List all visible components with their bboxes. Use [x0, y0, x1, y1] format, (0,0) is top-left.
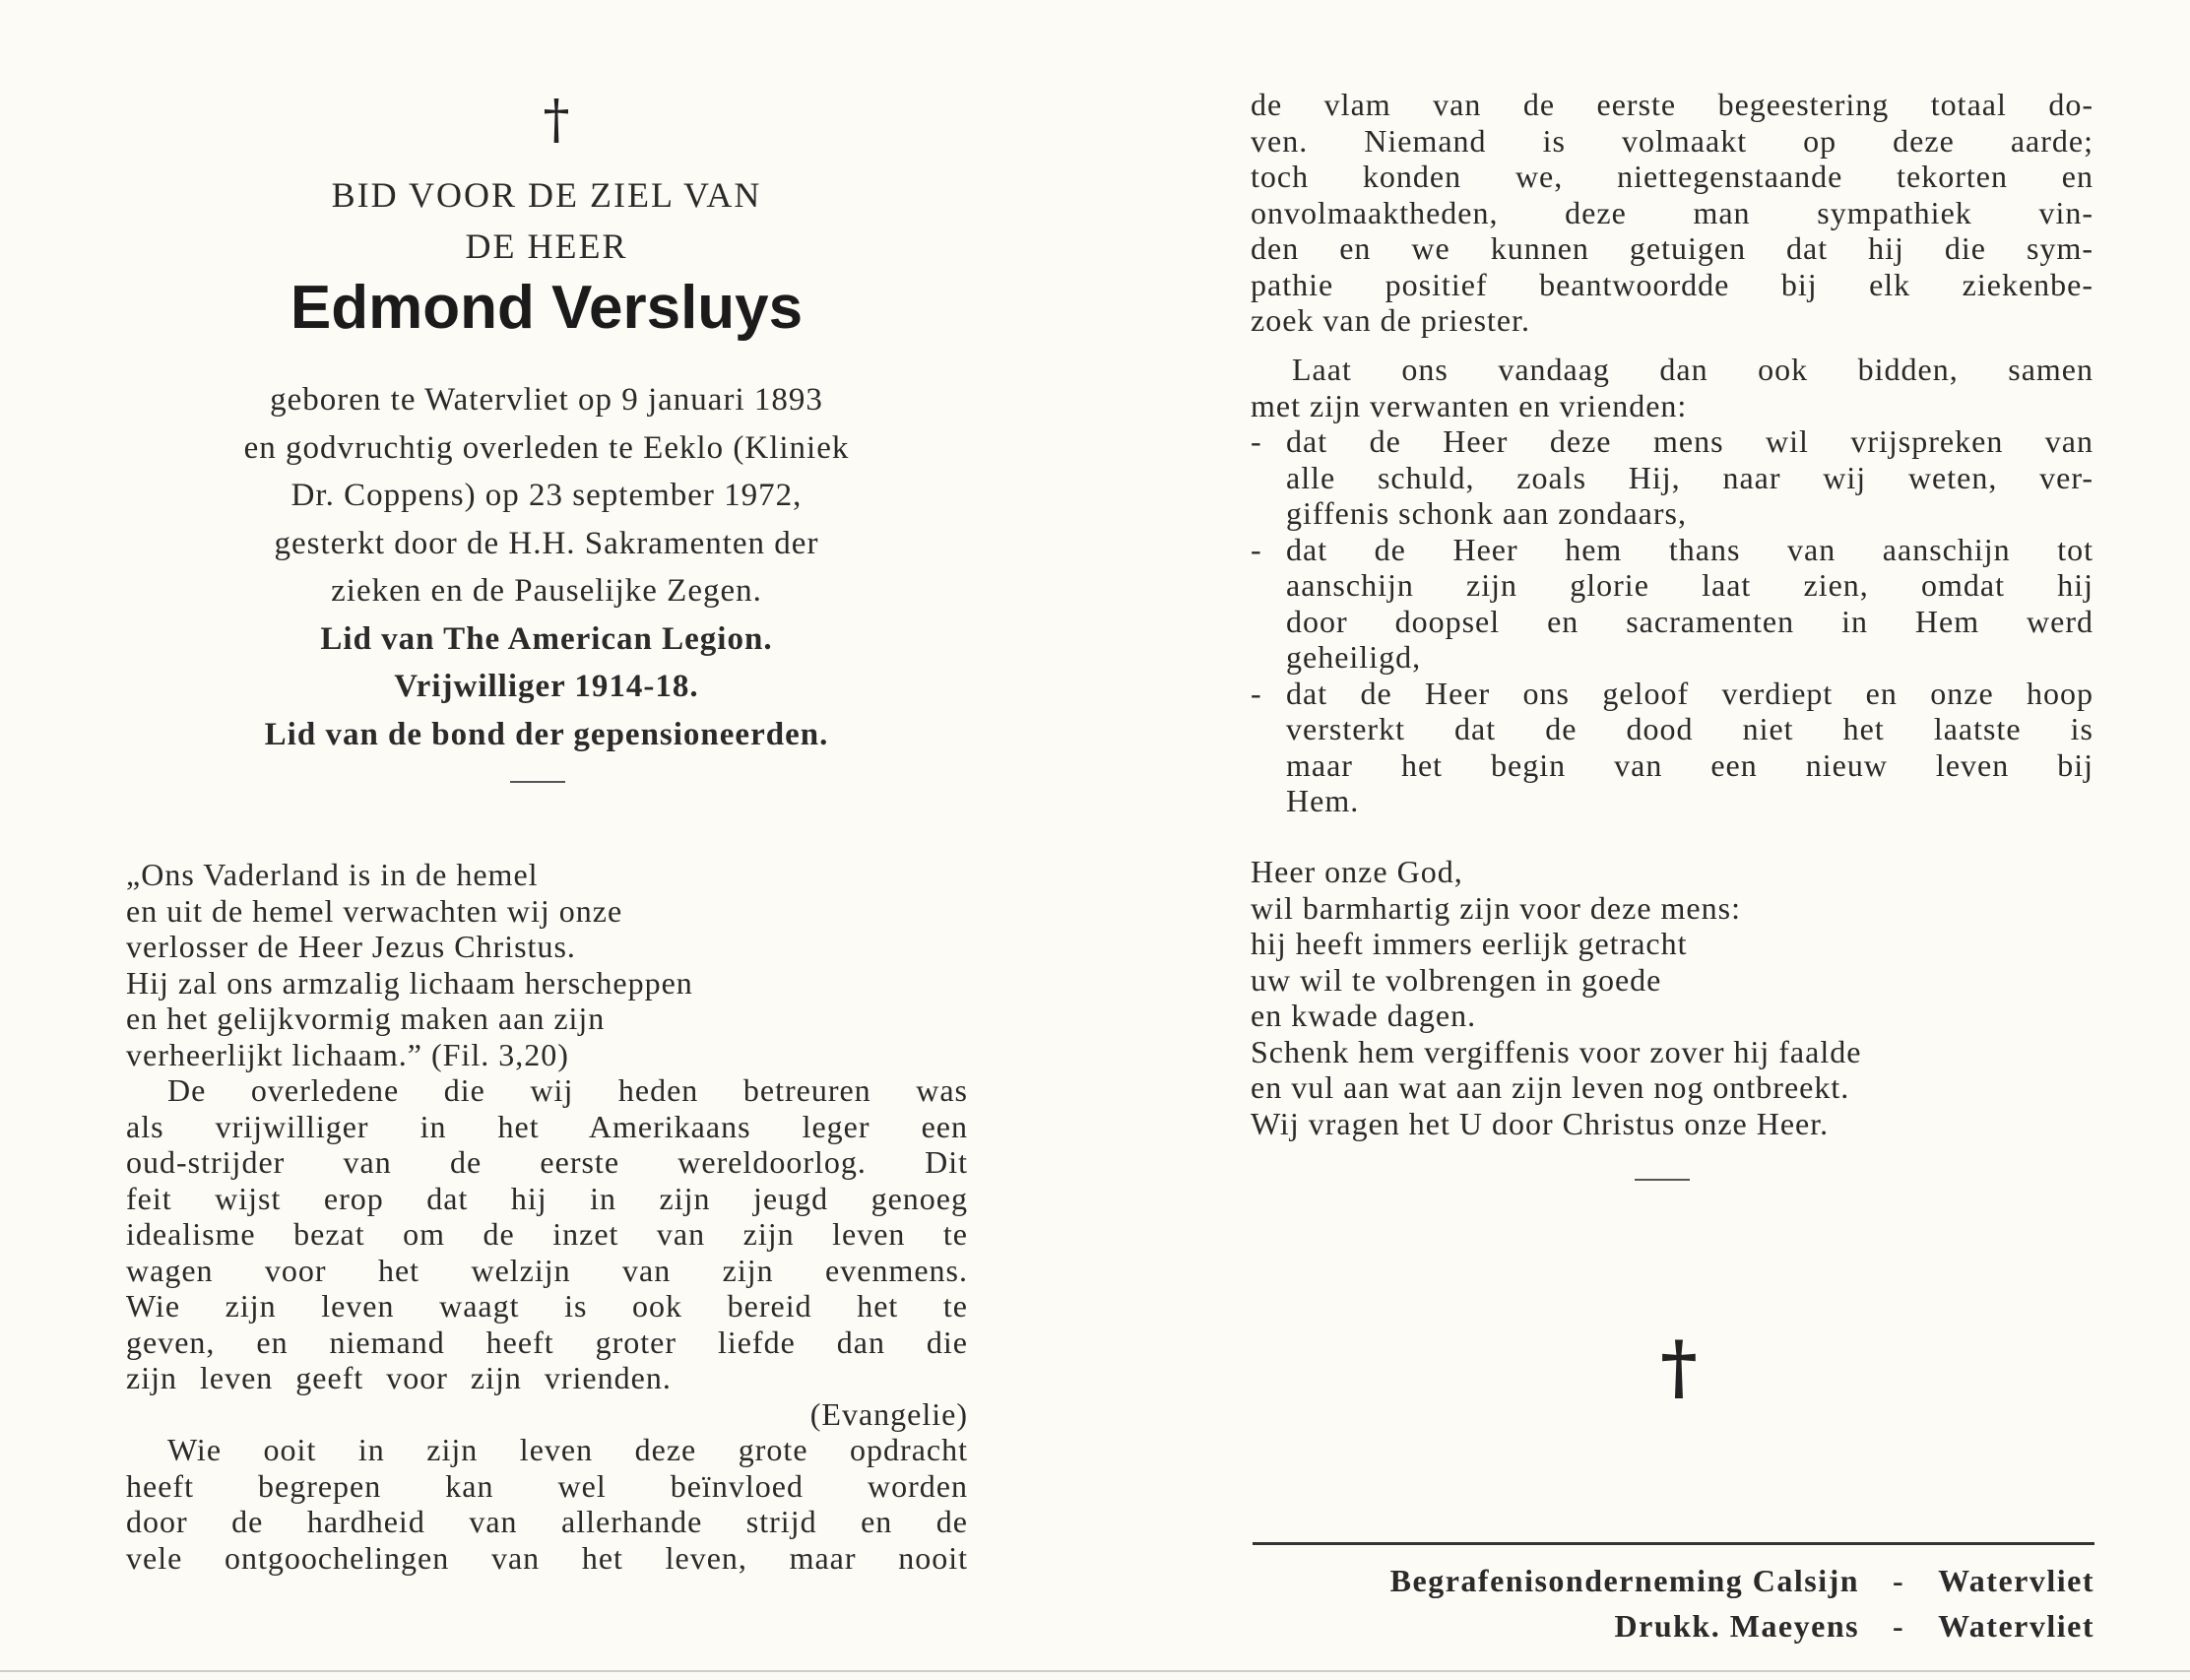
paragraph-line: de vlam van de eerste begeestering totaal do-	[1251, 87, 2093, 122]
paragraph-line: geven, en niemand heeft groter liefde dan die	[126, 1324, 968, 1360]
dash-bullet: -	[1251, 423, 1262, 459]
cross-icon: †	[543, 89, 570, 151]
intentions-list	[1251, 423, 2093, 819]
divider	[510, 781, 565, 783]
prayer-intro	[1251, 352, 2093, 423]
details-block	[138, 376, 955, 758]
footer-separator: -	[1892, 1563, 1905, 1598]
paragraph-line: pathie positief beantwoordde bij elk ziekenbe-	[1251, 266, 2093, 302]
list-item-line: versterkt dat de dood niet het laatste is	[1286, 711, 2093, 746]
paragraph-line: Wie zijn leven waagt is ook bereid het te	[126, 1288, 968, 1324]
quote-line: „Ons Vaderland is in de hemel	[126, 857, 539, 892]
footer-place: Watervliet	[1938, 1563, 2094, 1598]
list-item-line: dat de Heer hem thans van aanschijn tot	[1286, 531, 2093, 567]
details-line: geboren te Watervliet op 9 januari 1893	[270, 382, 823, 418]
heading-line: DE HEER	[465, 226, 628, 266]
prayer-line: en kwade dagen.	[1251, 998, 1477, 1033]
deceased-name: Edmond Versluys	[290, 274, 804, 342]
footer-separator: -	[1892, 1608, 1905, 1644]
quote-line: verheerlijkt lichaam.” (Fil. 3,20)	[126, 1036, 569, 1072]
prayer-line: wil barmhartig zijn voor deze mens:	[1251, 889, 1741, 926]
paragraph-line: Wie ooit in zijn leven deze grote opdracht	[167, 1432, 968, 1467]
heading-line: BID VOOR DE ZIEL VAN	[331, 175, 762, 215]
citation: (Evangelie)	[809, 1395, 968, 1432]
paragraph-line: Laat ons vandaag dan ook bidden, samen	[1292, 352, 2093, 387]
cross-icon: †	[1660, 1325, 1698, 1408]
paragraph-line: onvolmaaktheden, deze man sympathiek vin-	[1251, 194, 2093, 230]
list-item-line: dat de Heer deze mens wil vrijspreken van	[1286, 423, 2093, 459]
list-item-line: door doopsel en sacramenten in Hem werd	[1286, 603, 2093, 639]
prayer-line: Heer onze God,	[1251, 854, 1463, 889]
paragraph-line: idealisme bezat om de inzet van zijn leven te	[126, 1216, 968, 1252]
paragraph-line: ven. Niemand is volmaakt op deze aarde;	[1251, 122, 2093, 159]
paragraph-line: zoek van de priester.	[1251, 302, 1530, 338]
paragraph-line: wagen voor het welzijn van zijn evenmens.	[126, 1252, 968, 1288]
prayer-line: en vul aan wat aan zijn leven nog ontbreekt.	[1251, 1069, 1850, 1105]
list-item	[1251, 423, 2093, 532]
prayer-line: Schenk hem vergiffenis voor zover hij faalde	[1251, 1033, 1862, 1069]
footer	[1253, 1558, 2094, 1648]
list-item	[1251, 532, 2093, 676]
quote-line: Hij zal ons armzalig lichaam herscheppen	[126, 964, 693, 1001]
footer-row	[1253, 1558, 2094, 1603]
details-line: Dr. Coppens) op 23 september 1972,	[290, 478, 803, 513]
details-line: gesterkt door de H.H. Sakramenten der	[274, 525, 819, 561]
paragraph-line: heeft begrepen kan wel beïnvloed worden	[126, 1467, 968, 1504]
heading	[123, 169, 970, 272]
prayer-line: hij heeft immers eerlijk getracht	[1251, 926, 1688, 961]
details-line: Lid van de bond der gepensioneerden.	[264, 716, 829, 752]
details-line: Vrijwilliger 1914-18.	[394, 669, 699, 704]
footer-company: Begrafenisonderneming Calsijn	[1389, 1563, 1860, 1598]
list-item-line: alle schuld, zoals Hij, naar wij weten, ver-	[1286, 459, 2093, 495]
quote-line: verlosser de Heer Jezus Christus.	[126, 929, 576, 964]
details-line: zieken en de Pauselijke Zegen.	[331, 573, 762, 609]
list-item-line: giffenis schonk aan zondaars,	[1286, 495, 1687, 531]
paragraph-line: als vrijwilliger in het Amerikaans leger een	[126, 1108, 968, 1144]
divider	[1635, 1179, 1690, 1181]
paragraph-line: zijn leven geeft voor zijn vrienden.	[126, 1360, 672, 1395]
footer-row	[1253, 1603, 2094, 1648]
paragraph-line: oud-strijder van de eerste wereldoorlog. Dit	[126, 1144, 968, 1180]
left-text-column	[126, 857, 968, 1576]
details-line: Lid van The American Legion.	[320, 620, 773, 657]
paragraph-line: vele ontgoochelingen van het leven, maar nooit	[126, 1539, 968, 1576]
paragraph-line: den en we kunnen getuigen dat hij die sym-	[1251, 230, 2093, 266]
quote-line: en het gelijkvormig maken aan zijn	[126, 1001, 606, 1036]
paragraph-line: feit wijst erop dat hij in zijn jeugd genoeg	[126, 1180, 968, 1216]
footer-company: Drukk. Maeyens	[1614, 1608, 1860, 1644]
paragraph-line: De overledene die wij heden betreuren was	[167, 1072, 968, 1108]
right-text-column	[1251, 87, 2093, 339]
footer-place: Watervliet	[1938, 1608, 2094, 1644]
dash-bullet: -	[1251, 675, 1262, 711]
list-item-line: maar het begin van een nieuw leven bij	[1286, 746, 2093, 783]
list-item-line: geheiligd,	[1286, 639, 1422, 675]
details-line: en godvruchtig overleden te Eeklo (Kliniek	[243, 429, 850, 466]
paragraph-line: door de hardheid van allerhande strijd en de	[126, 1504, 968, 1539]
list-item	[1251, 676, 2093, 819]
quote-line: en uit de hemel verwachten wij onze	[126, 892, 623, 929]
dash-bullet: -	[1251, 531, 1262, 567]
footer-rule	[1253, 1542, 2094, 1545]
list-item-line: aanschijn zijn glorie laat zien, omdat hij	[1286, 567, 2093, 603]
paragraph-line: met zijn verwanten en vrienden:	[1251, 387, 1688, 423]
prayer-line: uw wil te volbrengen in goede	[1251, 961, 1662, 998]
prayer-line: Wij vragen het U door Christus onze Heer.	[1251, 1105, 1830, 1141]
paragraph-line: toch konden we, niettegenstaande tekorten en	[1251, 159, 2093, 194]
list-item-line: Hem.	[1286, 783, 1360, 818]
closing-prayer	[1251, 854, 2093, 1141]
list-item-line: dat de Heer ons geloof verdiept en onze hoop	[1286, 675, 2093, 711]
